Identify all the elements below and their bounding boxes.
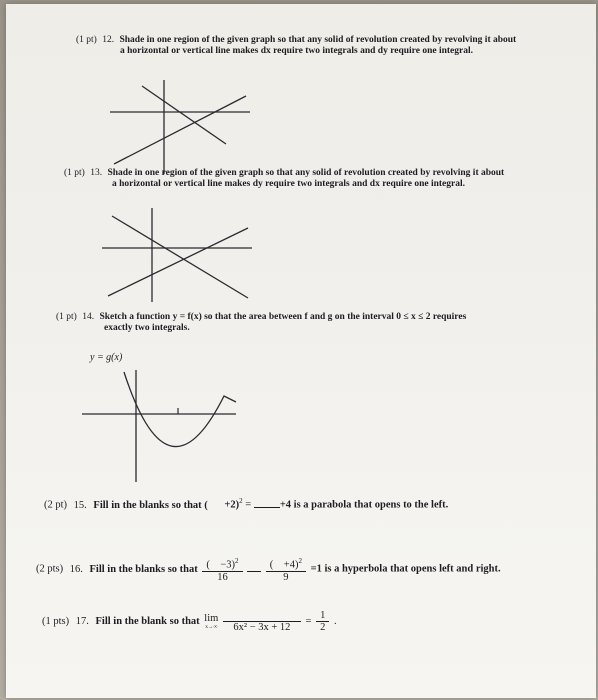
question-16-fraction-1 <box>202 556 242 583</box>
question-16-points: (2 pts) <box>36 563 64 575</box>
question-13 <box>64 168 554 190</box>
question-13-text-line1: Shade in one region of the given graph so that any solid of revolution created by revolving it about <box>107 168 505 178</box>
q12-rising-line <box>114 96 246 164</box>
question-13-text-line2: a horizontal or vertical line makes dy require two integrals and dx require one integral. <box>112 179 465 189</box>
question-15-tail: +4 is a parabola that opens to the left. <box>279 499 449 511</box>
question-17-period: . <box>333 615 337 627</box>
question-15 <box>44 496 564 511</box>
question-17-numerator-blank[interactable] <box>223 610 301 622</box>
question-14-text-line2: exactly two integrals. <box>104 323 190 333</box>
question-14-number: 14. <box>82 312 95 322</box>
question-12-text-line1: Shade in one region of the given graph so that any solid of revolution created by revolving it about <box>119 35 517 45</box>
question-16-prefix: Fill in the blanks so that <box>89 563 198 575</box>
question-16-frac2-denominator: 9 <box>283 571 289 583</box>
question-15-blank-2[interactable] <box>254 507 280 508</box>
question-15-eq: = <box>245 499 252 511</box>
question-17-result-denominator: 2 <box>320 622 326 633</box>
question-16-frac1-exp: 2 <box>235 557 239 565</box>
question-17-number: 17. <box>75 615 89 627</box>
q13-falling-line <box>112 216 248 298</box>
question-16-frac1-numerator[interactable]: ( −3) <box>206 559 236 571</box>
question-17-limit <box>204 613 218 630</box>
question-16 <box>36 556 596 583</box>
question-17-equals: = <box>305 615 312 627</box>
question-14-text-line1: Sketch a function y = f(x) so that the area between f and g on the interval 0 ≤ x ≤ 2 requires <box>99 312 467 322</box>
question-16-number: 16. <box>69 563 83 575</box>
q14-parabola-g <box>124 372 236 447</box>
question-15-points: (2 pt) <box>44 499 68 511</box>
question-12-graph[interactable] <box>106 76 256 176</box>
question-15-exp: 2 <box>239 497 243 505</box>
question-17-lim-text: lim <box>204 613 219 624</box>
question-12-text-line2: a horizontal or vertical line makes dx require two integrals and dy require one integral. <box>120 46 473 56</box>
question-17-points: (1 pts) <box>42 615 70 627</box>
question-16-fraction-2 <box>266 556 306 583</box>
question-14 <box>56 312 556 334</box>
question-17-fraction <box>223 610 301 633</box>
question-16-tail: =1 is a hyperbola that opens left and right. <box>310 563 501 575</box>
question-15-prefix: Fill in the blanks so that ( <box>93 499 208 511</box>
question-15-mid: +2) <box>224 499 240 511</box>
question-16-frac2-numerator[interactable]: ( +4) <box>269 559 299 571</box>
question-12 <box>76 35 546 57</box>
question-17-prefix: Fill in the blank so that <box>95 615 200 627</box>
question-17-lim-subscript: x→∞ <box>205 624 218 630</box>
question-15-number: 15. <box>73 499 87 511</box>
question-16-sign-blank[interactable] <box>247 571 261 572</box>
question-14-points: (1 pt) <box>56 312 77 322</box>
question-16-frac1-denominator: 16 <box>217 571 228 583</box>
question-13-points: (1 pt) <box>64 168 85 178</box>
question-17 <box>42 610 582 633</box>
question-17-denominator: 6x² − 3x + 12 <box>233 622 291 633</box>
question-14-graph[interactable] <box>80 366 240 484</box>
question-13-number: 13. <box>90 168 103 178</box>
question-17-result <box>316 610 329 633</box>
question-14-graph-label: y = g(x) <box>90 352 123 363</box>
question-12-number: 12. <box>102 35 115 45</box>
question-13-graph[interactable] <box>98 206 258 304</box>
q12-falling-line <box>142 86 226 144</box>
question-16-frac2-exp: 2 <box>298 557 302 565</box>
question-17-result-numerator: 1 <box>316 610 329 622</box>
worksheet-page <box>6 4 596 698</box>
question-12-points: (1 pt) <box>76 35 97 45</box>
